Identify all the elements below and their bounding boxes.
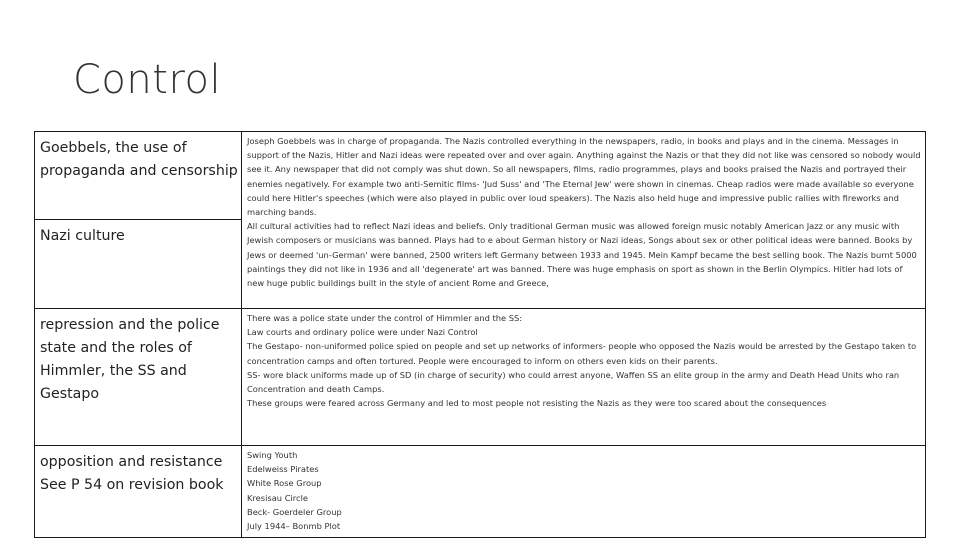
detail-line: White Rose Group	[247, 478, 322, 489]
detail-line: Edelweiss Pirates	[247, 464, 319, 475]
detail-line: These groups were feared across Germany and led to most people not resisting the Nazis as they were too scared about the consequences	[247, 398, 827, 409]
topic-cell	[35, 220, 242, 309]
topic-line: See P 54 on revision book	[40, 477, 224, 493]
detail-line: Law courts and ordinary police were under Nazi Control	[247, 327, 478, 338]
table-row	[35, 309, 926, 446]
topic-text: repression and the police state and the roles of Himmler, the SS and Gestapo	[40, 317, 220, 402]
topic-cell	[35, 446, 242, 538]
detail-cell	[242, 446, 926, 538]
topic-text: Nazi culture	[40, 228, 125, 244]
topic-cell	[35, 309, 242, 446]
slide-title: Control	[73, 57, 222, 103]
topic-line: opposition and resistance	[40, 454, 223, 470]
detail-line: SS- wore black uniforms made up of SD (in charge of security) who could arrest anyone, Waffen SS an elite group in the army and Death Head Units who ran Concentration and death Camps.	[247, 369, 900, 395]
content-table	[34, 131, 926, 538]
table-row	[35, 446, 926, 538]
detail-paragraph: All cultural activities had to reflect Nazi ideas and beliefs. Only traditional German music was allowed foreign music notably American Jazz or any music with Jewish composers or musicians was banned. Plays had to e about German history or Nazi ideas, Songs about sex or other political ideas were banned. Books by Jews or deemed 'un-German' were banned, 2500 writers left Germany between 1933 and 1945. Mein Kampf became the best selling book. The Nazis burnt 5000 paintings they did not like in 1936 and all 'degenerate' art was banned. There was huge emphasis on sport as shown in the Berlin Olympics. Hitler had lots of new huge public buildings built in the style of ancient Rome and Greece,	[247, 221, 917, 289]
table-row	[35, 132, 926, 220]
topic-cell	[35, 132, 242, 220]
detail-paragraph: Joseph Goebbels was in charge of propaganda. The Nazis controlled everything in the newspapers, radio, in books and plays and in the cinema. Messages in support of the Nazis, Hitler and Nazi ideas were repeated over and over again. Anything against the Nazis or that they did not like was censored so nobody would see it. Any newspaper that did not comply was shut down. So all newspapers, films, radio programmes, plays and books praised the Nazis and portrayed their enemies negatively. For example two anti-Semitic films- 'Jud Suss' and 'The Eternal Jew' were shown in cinemas. Cheap radios were made available so everyone could here Hitler's speeches (which were also played in public over loud speakers). The Nazis also held huge and impressive public rallies with fireworks and marching bands.	[247, 136, 921, 218]
detail-line: Beck- Goerdeler Group	[247, 506, 342, 517]
detail-line: There was a police state under the control of Himmler and the SS:	[247, 313, 523, 323]
detail-line: July 1944– Bonmb Plot	[247, 521, 341, 532]
topic-text: Goebbels, the use of propaganda and censorship	[40, 140, 238, 179]
detail-line: Kresisau Circle	[247, 492, 309, 503]
detail-line: Swing Youth	[247, 450, 298, 460]
detail-line: The Gestapo- non-uniformed police spied on people and set up networks of informers- people who opposed the Nazis would be arrested by the Gestapo taken to concentration camps and often tortured. People were encouraged to inform on others even kids on their parents.	[247, 341, 917, 366]
detail-cell	[242, 309, 926, 446]
detail-cell	[242, 132, 926, 309]
